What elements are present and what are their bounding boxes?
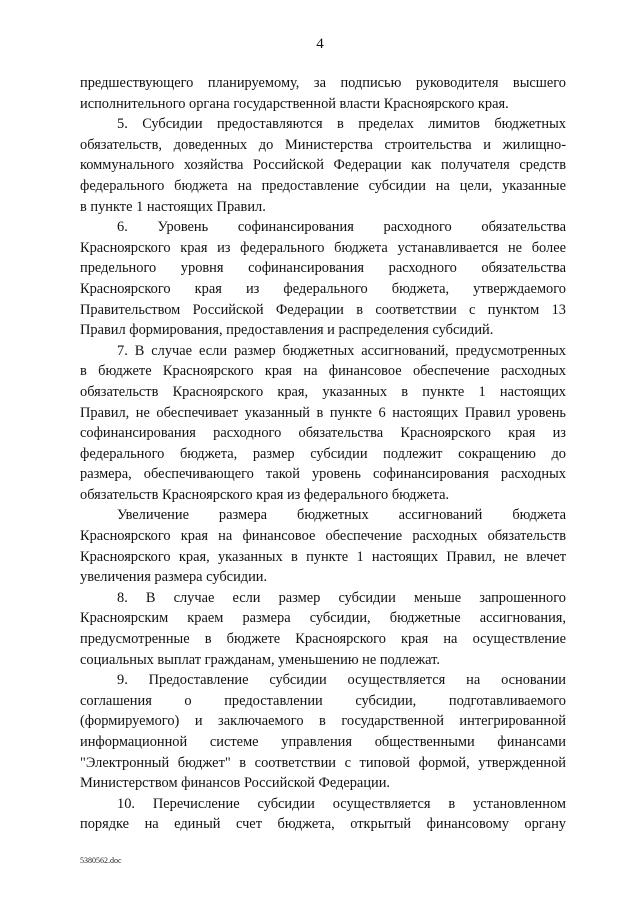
text-line: 7. В случае если размер бюджетных ассигнований, предусмотренных xyxy=(117,342,566,359)
text-line: предельного уровня софинансирования расходного обязательства xyxy=(80,260,566,277)
text-line: исполнительного органа государственной власти Красноярского края. xyxy=(80,95,509,112)
text-line: социальных выплат гражданам, уменьшению не подлежат. xyxy=(80,651,440,668)
paragraph-p7b xyxy=(80,505,566,587)
paragraph-p8 xyxy=(80,588,566,670)
text-line: федерального бюджета на предоставление субсидии на цели, указанные xyxy=(80,177,566,194)
text-line: 10. Перечисление субсидии осуществляется в установленном xyxy=(117,795,566,812)
text-line: Увеличение размера бюджетных ассигнований бюджета xyxy=(117,507,566,524)
text-line: информационной системе управления общественными финансами xyxy=(80,734,566,750)
text-line: Красноярского края на финансовое обеспечение расходных обязательств xyxy=(80,528,566,545)
text-line: 9. Предоставление субсидии осуществляется на основании xyxy=(117,672,566,689)
text-line: федерального бюджета, размер субсидии подлежит сокращению до xyxy=(80,445,566,462)
text-line: Правительством Российской Федерации в соответствии с пунктом 13 xyxy=(80,301,566,318)
text-line: обязательств Красноярского края, указанных в пункте 1 настоящих xyxy=(80,383,566,400)
text-line: Красноярским краем размера субсидии, бюджетные ассигнования, xyxy=(80,610,566,627)
text-line: в пункте 1 настоящих Правил. xyxy=(80,198,266,215)
text-line: софинансирования расходного обязательства Красноярского края из xyxy=(80,425,566,442)
text-line: Правил формирования, предоставления и распределения субсидий. xyxy=(80,322,494,339)
paragraph-p9 xyxy=(80,670,566,794)
text-line: 6. Уровень софинансирования расходного обязательства xyxy=(117,219,566,236)
text-line: предшествующего планируемому, за подписью руководителя высшего xyxy=(80,75,566,91)
text-line: обязательств, доведенных до Министерства строительства и жилищно- xyxy=(80,136,566,153)
text-line: Красноярского края, указанных в пункте 1 настоящих Правил, не влечет xyxy=(80,548,566,565)
paragraph-p-cont xyxy=(80,73,566,114)
text-line: Красноярского края из федерального бюджета, утверждаемого xyxy=(80,280,566,297)
file-name-footer: 5380562.doc xyxy=(80,856,122,865)
text-line: увеличения размера субсидии. xyxy=(80,569,268,586)
text-line: порядке на единый счет бюджета, открытый финансовому органу xyxy=(80,816,566,833)
paragraph-p10 xyxy=(80,794,566,835)
text-line: Красноярского края из федерального бюджета устанавливается не более xyxy=(80,239,566,256)
paragraph-p7 xyxy=(80,341,566,506)
text-line: (формируемого) и заключаемого в государственной интегрированной xyxy=(80,713,566,730)
text-line: Правил, не обеспечивает указанный в пункте 6 настоящих Правил уровень xyxy=(80,404,566,421)
text-line: размера, обеспечивающего такой уровень софинансирования расходных xyxy=(80,466,566,483)
text-line: предусмотренные в бюджете Красноярского края на осуществление xyxy=(80,631,566,648)
page-number: 4 xyxy=(316,36,324,52)
text-line: обязательств Красноярского края из федерального бюджета. xyxy=(80,486,450,503)
text-line: коммунального хозяйства Российской Федерации как получателя средств xyxy=(80,157,566,174)
text-line: в бюджете Красноярского края на финансовое обеспечение расходных xyxy=(80,363,566,380)
text-line: "Электронный бюджет" в соответствии с типовой формой, утвержденной xyxy=(80,754,566,771)
text-line: 8. В случае если размер субсидии меньше запрошенного xyxy=(117,589,566,606)
text-line: 5. Субсидии предоставляются в пределах лимитов бюджетных xyxy=(117,116,566,133)
document-body xyxy=(80,73,566,835)
text-line: соглашения о предоставлении субсидии, подготавливаемого xyxy=(80,692,566,709)
paragraph-p5 xyxy=(80,114,566,217)
text-line: Министерством финансов Российской Федерации. xyxy=(80,775,391,792)
paragraph-p6 xyxy=(80,217,566,341)
